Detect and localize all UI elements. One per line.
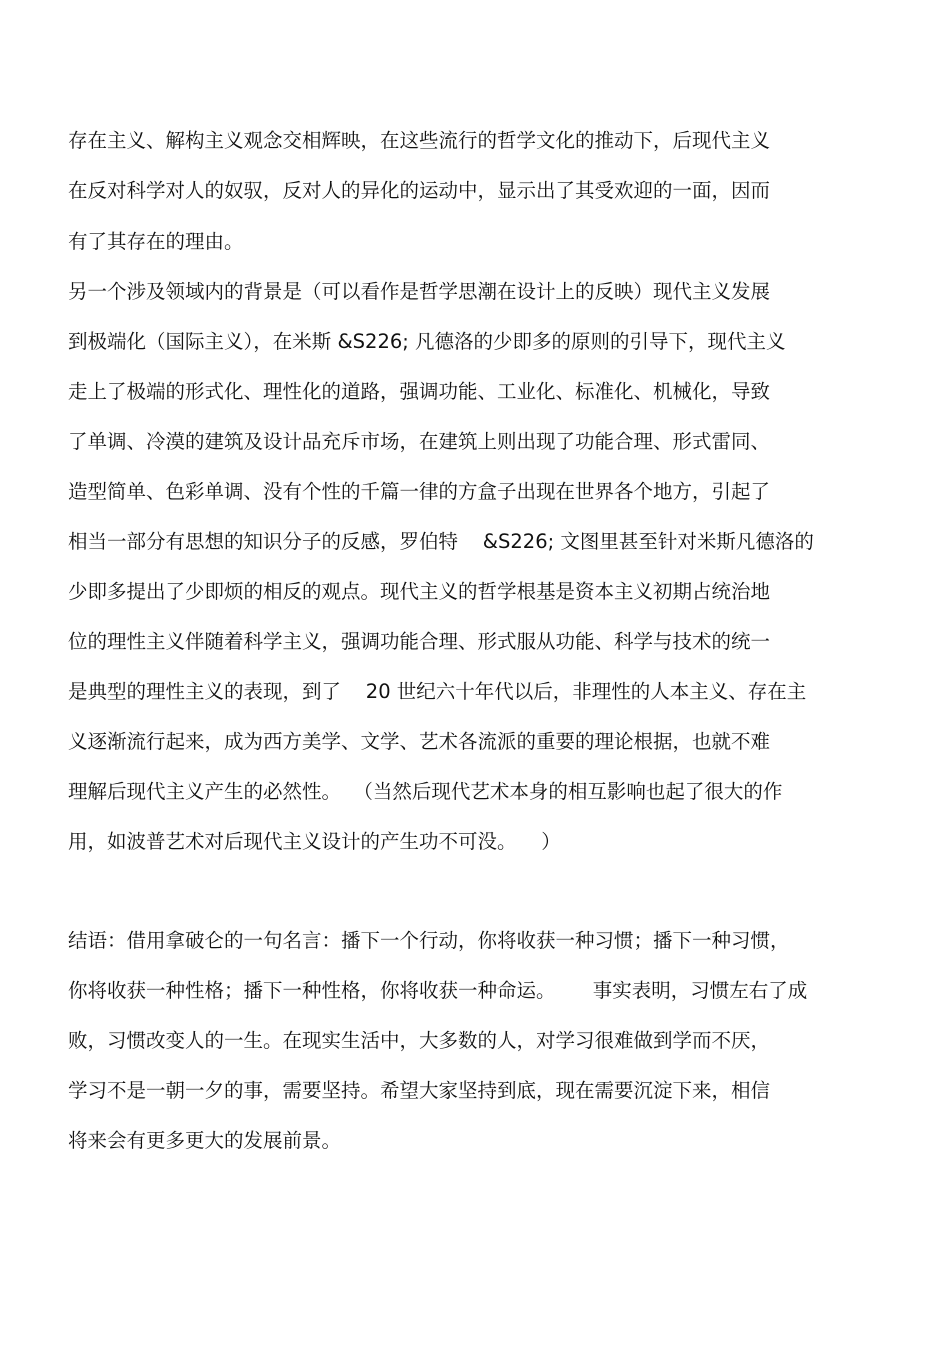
conclusion-line: 结语：借用拿破仑的一句名言：播下一个行动，你将收获一种习惯；播下一种习惯，: [68, 929, 790, 952]
paragraph-line: 到极端化（国际主义），在米斯 &S226; 凡德洛的少即多的原则的引导下，现代主义: [68, 330, 786, 353]
paragraph-line: 理解后现代主义产生的必然性。 （当然后现代艺术本身的相互影响也起了很大的作: [68, 780, 783, 803]
paragraph-line: 走上了极端的形式化、理性化的道路，强调功能、工业化、标准化、机械化，导致: [68, 380, 771, 403]
paragraph-line: 是典型的理性主义的表现，到了 20 世纪六十年代以后，非理性的人本主义、存在主: [68, 680, 807, 703]
paragraph-line: 有了其存在的理由。: [68, 230, 244, 253]
paragraph-line: 相当一部分有思想的知识分子的反感，罗伯特 &S226; 文图里甚至针对米斯凡德洛的: [68, 530, 814, 553]
conclusion-line: 你将收获一种性格；播下一种性格，你将收获一种命运。 事实表明，习惯左右了成: [68, 979, 808, 1002]
conclusion-line: 将来会有更多更大的发展前景。: [68, 1129, 342, 1152]
paragraph-line: 在反对科学对人的奴驭，反对人的异化的运动中，显示出了其受欢迎的一面，因而: [68, 179, 771, 202]
conclusion-line: 败，习惯改变人的一生。在现实生活中，大多数的人，对学习很难做到学而不厌，: [68, 1029, 771, 1052]
paragraph-line: 义逐渐流行起来，成为西方美学、文学、艺术各流派的重要的理论根据，也就不难: [68, 730, 771, 753]
paragraph-line: 了单调、冷漠的建筑及设计品充斥市场，在建筑上则出现了功能合理、形式雷同、: [68, 430, 771, 453]
conclusion-line: 学习不是一朝一夕的事，需要坚持。希望大家坚持到底，现在需要沉淀下来，相信: [68, 1079, 771, 1102]
paragraph-line: 存在主义、解构主义观念交相辉映，在这些流行的哲学文化的推动下，后现代主义: [68, 129, 771, 152]
paragraph-line: 用，如波普艺术对后现代主义设计的产生功不可没。 ）: [68, 830, 561, 853]
paragraph-line: 造型简单、色彩单调、没有个性的千篇一律的方盒子出现在世界各个地方，引起了: [68, 480, 771, 503]
paragraph-line: 位的理性主义伴随着科学主义，强调功能合理、形式服从功能、科学与技术的统一: [68, 630, 771, 653]
paragraph-line: 少即多提出了少即烦的相反的观点。现代主义的哲学根基是资本主义初期占统治地: [68, 580, 771, 603]
paragraph-line: 另一个涉及领域内的背景是（可以看作是哲学思潮在设计上的反映）现代主义发展: [68, 280, 771, 303]
